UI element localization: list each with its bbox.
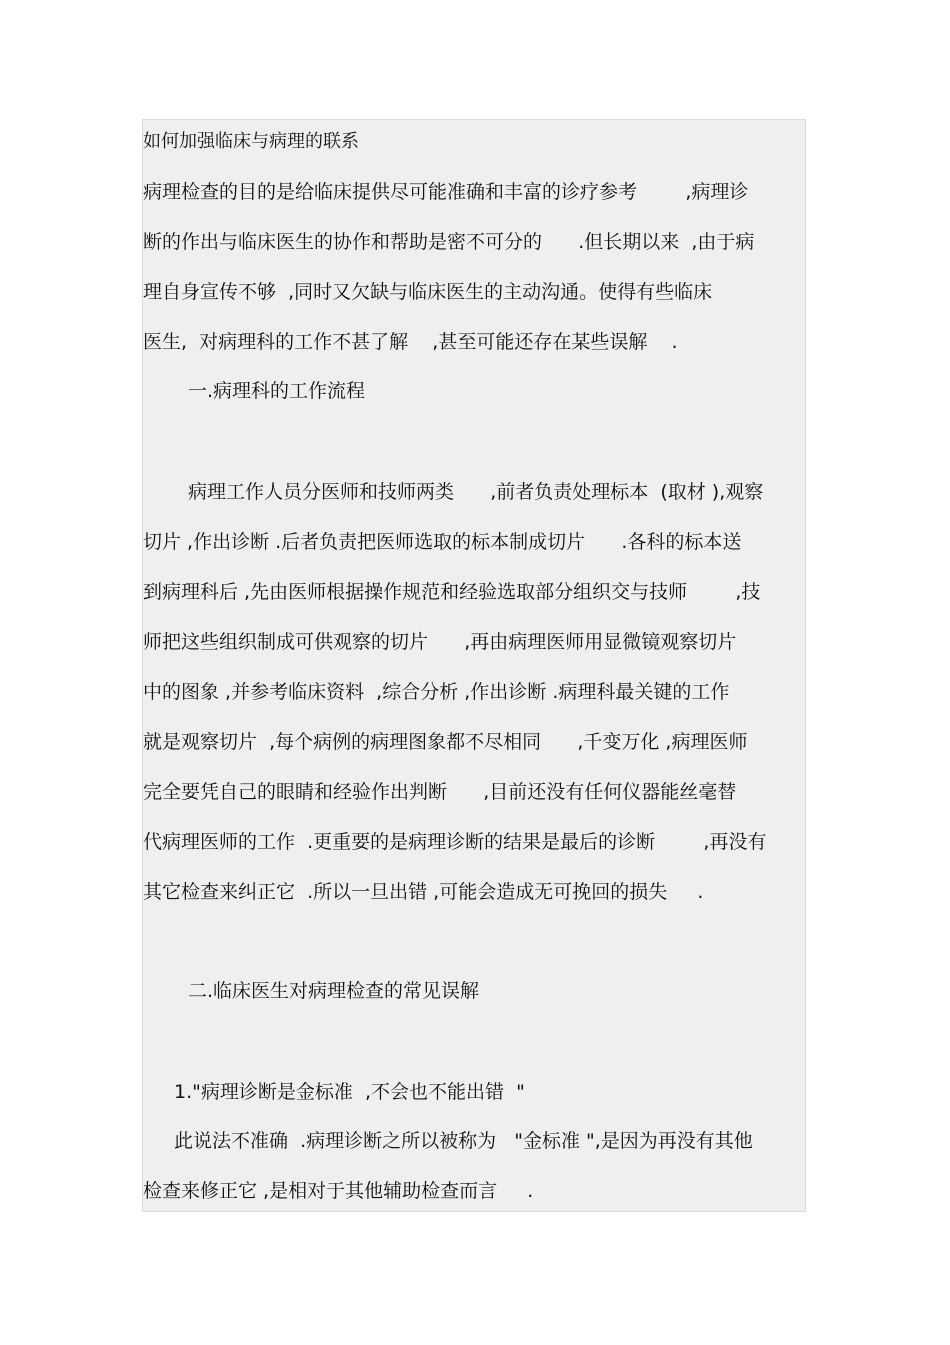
- body-line: 检查来修正它 ,是相对于其他辅助检查而言 .: [143, 1180, 534, 1202]
- body-line: 师把这些组织制成可供观察的切片 ,再由病理医师用显微镜观察切片: [143, 631, 737, 653]
- section-heading: 二.临床医生对病理检查的常见误解: [188, 980, 480, 1002]
- document-title: 如何加强临床与病理的联系: [143, 131, 359, 152]
- body-line: 就是观察切片 ,每个病例的病理图象都不尽相同 ,千变万化 ,病理医师: [143, 731, 748, 753]
- body-line: 切片 ,作出诊断 .后者负责把医师选取的标本制成切片 .各科的标本送: [143, 531, 742, 553]
- intro-line: 断的作出与临床医生的协作和帮助是密不可分的 .但长期以来 ,由于病: [143, 231, 755, 253]
- body-line: 完全要凭自己的眼睛和经验作出判断 ,目前还没有任何仪器能丝毫替: [143, 781, 737, 803]
- body-line: 此说法不准确 .病理诊断之所以被称为 "金标准 ",是因为再没有其他: [174, 1130, 753, 1152]
- intro-line: 医生, 对病理科的工作不甚了解 ,甚至可能还存在某些误解 .: [143, 331, 678, 353]
- intro-line: 病理检查的目的是给临床提供尽可能准确和丰富的诊疗参考 ,病理诊: [143, 181, 749, 203]
- section-heading: 一.病理科的工作流程: [188, 380, 366, 402]
- body-line: 到病理科后 ,先由医师根据操作规范和经验选取部分组织交与技师 ,技: [143, 581, 761, 603]
- body-line: 病理工作人员分医师和技师两类 ,前者负责处理标本 (取材 ),观察: [188, 481, 764, 503]
- item-heading: 1."病理诊断是金标准 ,不会也不能出错 ": [174, 1081, 525, 1103]
- body-line: 其它检查来纠正它 .所以一旦出错 ,可能会造成无可挽回的损失 .: [143, 881, 704, 903]
- document-page: [142, 119, 806, 1212]
- body-line: 中的图象 ,并参考临床资料 ,综合分析 ,作出诊断 .病理科最关键的工作: [143, 681, 730, 703]
- body-line: 代病理医师的工作 .更重要的是病理诊断的结果是最后的诊断 ,再没有: [143, 831, 767, 853]
- intro-line: 理自身宣传不够 ,同时又欠缺与临床医生的主动沟通。使得有些临床: [143, 281, 713, 303]
